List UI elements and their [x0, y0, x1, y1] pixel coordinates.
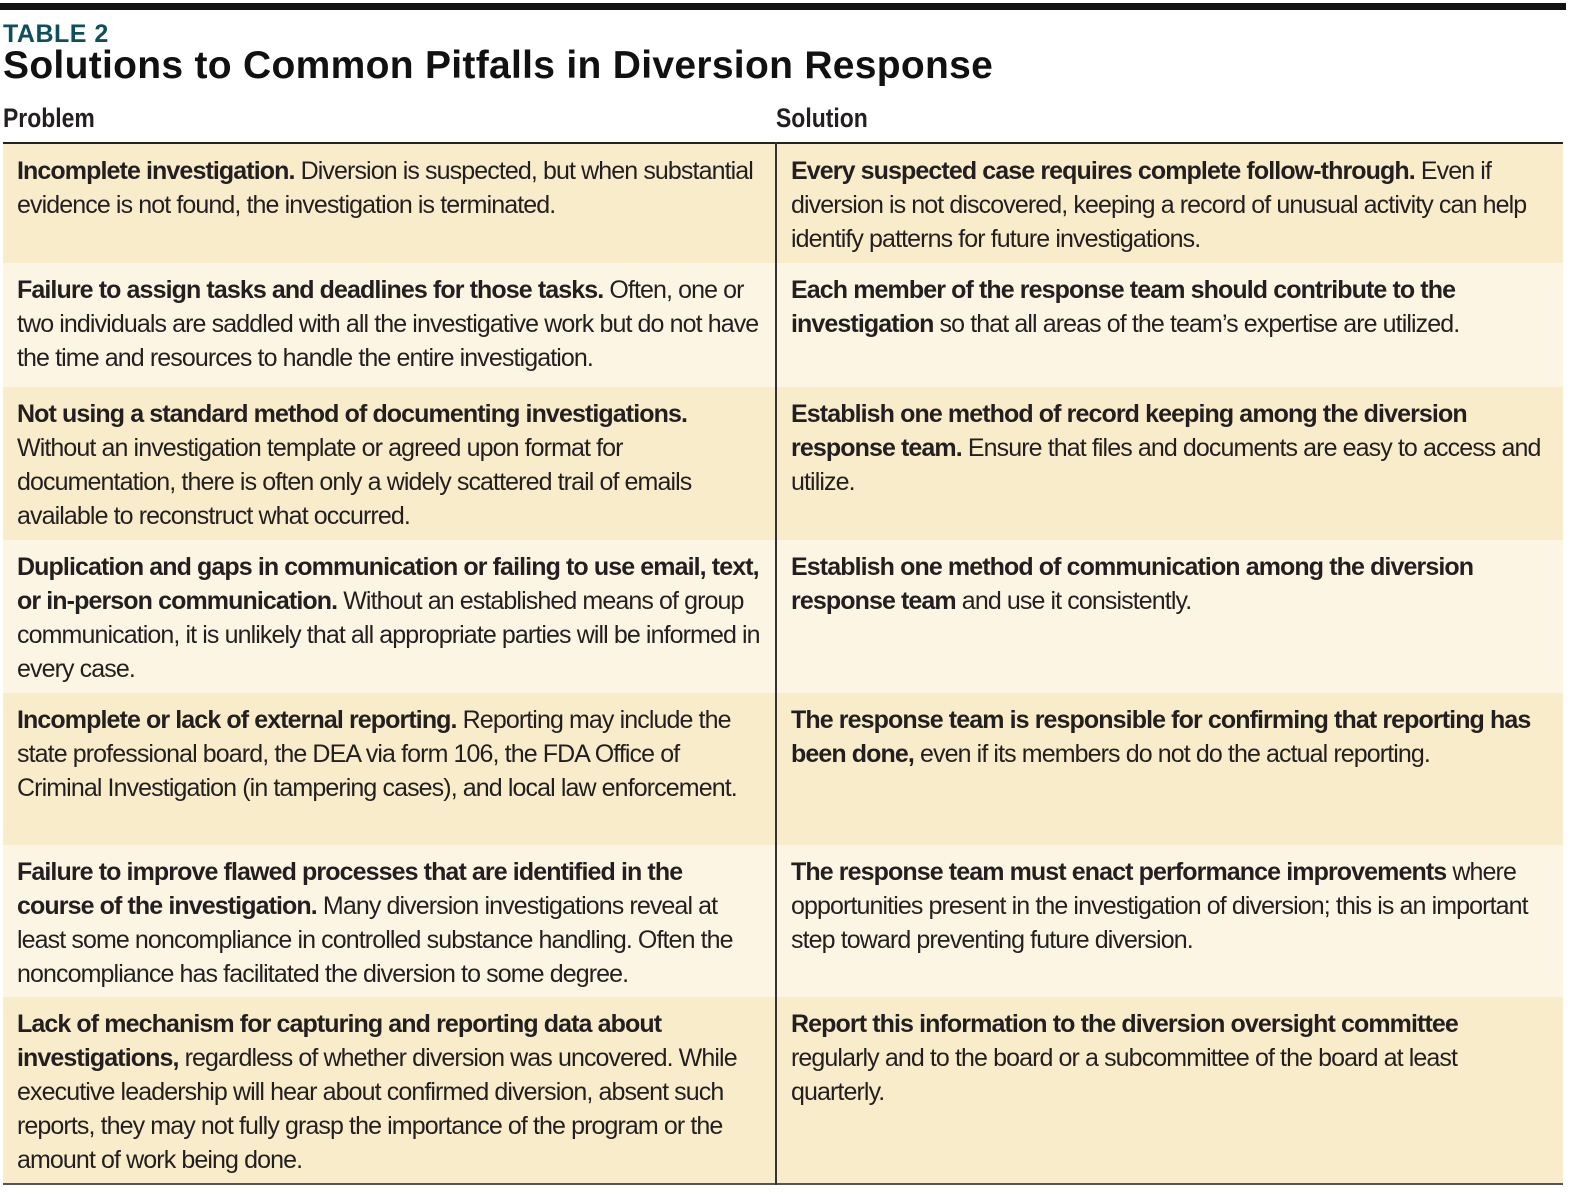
table-row — [3, 845, 1563, 997]
problem-text: Without an established means of group communication, it is unlikely that all appropriate parties will be informed in every case. — [17, 587, 760, 683]
solution-heading: Establish one method of record keeping among the diversion response team. — [791, 400, 1467, 462]
table-row — [3, 997, 1563, 1184]
problem-text: Reporting may include the state professional board, the DEA via form 106, the FDA Office of Criminal Investigation (in tampering cases), and local law enforcement. — [17, 706, 737, 802]
solution-text: even if its members do not do the actual reporting. — [913, 740, 1430, 768]
table-row — [3, 540, 1563, 693]
solution-text: where opportunities present in the investigation of diversion; this is an important step toward preventing future diversion. — [791, 858, 1528, 954]
solution-cell — [776, 143, 1563, 263]
problem-cell — [3, 997, 776, 1184]
problem-cell — [3, 540, 776, 693]
problem-heading: Incomplete investigation. — [17, 157, 295, 185]
problem-text: Without an investigation template or agreed upon format for documentation, there is often only a widely scattered trail of emails available to reconstruct what occurred. — [17, 434, 692, 530]
solution-heading: Report this information to the diversion oversight committee — [791, 1010, 1458, 1038]
solution-cell — [776, 845, 1563, 997]
problem-heading: Lack of mechanism for capturing and reporting data about investigations, — [17, 1010, 662, 1072]
problem-text: Often, one or two individuals are saddled with all the investigative work but do not have the time and resources to handle the entire investigation. — [17, 276, 759, 372]
column-header-solution: Solution — [776, 103, 868, 133]
problem-cell — [3, 693, 776, 845]
problem-heading: Failure to improve flawed processes that are identified in the course of the investigation. — [17, 858, 683, 920]
solution-heading: Establish one method of communication among the diversion response team — [791, 553, 1474, 615]
solution-cell — [776, 387, 1563, 540]
solution-heading: Every suspected case requires complete follow-through. — [791, 157, 1415, 185]
solution-text: Even if diversion is not discovered, keeping a record of unusual activity can help identify patterns for future investigations. — [791, 157, 1527, 253]
table-title: Solutions to Common Pitfalls in Diversion Response — [3, 44, 994, 87]
problem-text: regardless of whether diversion was uncovered. While executive leadership will hear about confirmed diversion, absent such reports, they may not fully grasp the importance of the program or the amount of work being done. — [17, 1044, 737, 1174]
column-header-problem: Problem — [3, 103, 95, 133]
solution-text: and use it consistently. — [955, 587, 1192, 615]
solution-cell — [776, 997, 1563, 1184]
pitfalls-table — [3, 142, 1563, 1185]
solution-cell — [776, 540, 1563, 693]
solution-heading: Each member of the response team should contribute to the investigation — [791, 276, 1456, 338]
solution-heading: The response team is responsible for confirming that reporting has been done, — [791, 706, 1531, 768]
solution-heading: The response team must enact performance improvements — [791, 858, 1447, 886]
problem-cell — [3, 143, 776, 263]
table-label: TABLE 2 — [3, 20, 109, 48]
table-row — [3, 693, 1563, 845]
problem-text: Diversion is suspected, but when substantial evidence is not found, the investigation is terminated. — [17, 157, 753, 219]
problem-heading: Duplication and gaps in communication or failing to use email, text, or in-person communication. — [17, 553, 759, 615]
table-row — [3, 387, 1563, 540]
solution-text: regularly and to the board or a subcommittee of the board at least quarterly. — [791, 1044, 1458, 1106]
problem-cell — [3, 263, 776, 387]
problem-text: Many diversion investigations reveal at least some noncompliance in controlled substance handling. Often the noncompliance has facilitated the diversion to some degree. — [17, 892, 733, 988]
problem-cell — [3, 387, 776, 540]
table-row — [3, 263, 1563, 387]
table-row — [3, 143, 1563, 263]
solution-cell — [776, 693, 1563, 845]
top-rule — [0, 3, 1566, 10]
problem-heading: Not using a standard method of documenting investigations. — [17, 400, 688, 428]
problem-heading: Failure to assign tasks and deadlines for those tasks. — [17, 276, 604, 304]
problem-heading: Incomplete or lack of external reporting. — [17, 706, 457, 734]
solution-text: Ensure that files and documents are easy to access and utilize. — [791, 434, 1541, 496]
solution-cell — [776, 263, 1563, 387]
problem-cell — [3, 845, 776, 997]
solution-text: so that all areas of the team’s expertise are utilized. — [933, 310, 1460, 338]
